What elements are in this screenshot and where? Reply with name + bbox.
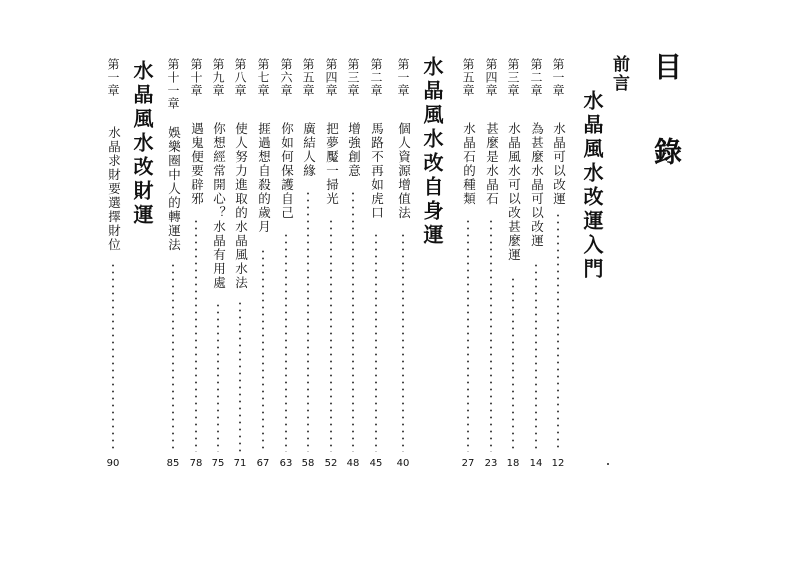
entry-title: 水晶石的種類 bbox=[461, 122, 477, 206]
entry-title: 娛樂圈中人的轉運法 bbox=[166, 126, 182, 252]
entry-title: 個人資源增值法 bbox=[396, 122, 412, 220]
entry-title: 甚麼是水晶石 bbox=[484, 122, 500, 206]
chapter-label: 第六章 bbox=[279, 58, 293, 97]
entry-title: 為甚麼水晶可以改運 bbox=[529, 122, 545, 248]
leader-dots bbox=[285, 232, 287, 452]
page-title: 目 錄 bbox=[650, 52, 683, 177]
chapter-label: 第二章 bbox=[369, 58, 383, 97]
chapter-label: 第七章 bbox=[256, 58, 270, 97]
page-number: 45 bbox=[369, 458, 383, 469]
entry-title: 增強創意 bbox=[346, 122, 362, 178]
leader-dots bbox=[490, 218, 492, 452]
entry-title: 捱過想自殺的歲月 bbox=[256, 122, 272, 234]
chapter-label: 第五章 bbox=[301, 58, 315, 97]
chapter-label: 第一章 bbox=[551, 58, 565, 97]
chapter-label: 第四章 bbox=[484, 58, 498, 97]
chapter-label: 第三章 bbox=[346, 58, 360, 97]
entry-title: 使人努力進取的水晶風水法 bbox=[233, 122, 249, 290]
page-number: 75 bbox=[211, 458, 225, 469]
page-number: 52 bbox=[324, 458, 338, 469]
entry-title: 水晶可以改運 bbox=[551, 122, 567, 206]
entry-title: 水晶風水可以改甚麼運 bbox=[506, 122, 522, 262]
page-number: 78 bbox=[189, 458, 203, 469]
part1-heading: 水晶風水改運入門 bbox=[580, 90, 604, 282]
page-number: 48 bbox=[346, 458, 360, 469]
leader-dots bbox=[217, 302, 219, 452]
page-number: 90 bbox=[106, 458, 120, 469]
chapter-label: 第一章 bbox=[106, 58, 120, 97]
leader-dots bbox=[307, 190, 309, 452]
entry-title: 遇鬼便要辟邪 bbox=[189, 122, 205, 206]
leader-dots bbox=[262, 248, 264, 452]
page-number: 12 bbox=[551, 458, 565, 469]
entry-title: 水晶求財要選擇財位 bbox=[106, 126, 122, 252]
chapter-label: 第十一章 bbox=[166, 58, 180, 110]
chapter-label: 第四章 bbox=[324, 58, 338, 97]
chapter-label: 第二章 bbox=[529, 58, 543, 97]
page-number: 40 bbox=[396, 458, 410, 469]
chapter-label: 第十章 bbox=[189, 58, 203, 97]
leader-dots bbox=[375, 232, 377, 452]
page-number: 85 bbox=[166, 458, 180, 469]
leader-dots bbox=[239, 300, 241, 452]
page-number: 58 bbox=[301, 458, 315, 469]
preface-heading: 前言 bbox=[609, 55, 629, 93]
leader-dots bbox=[512, 276, 514, 452]
chapter-label: 第八章 bbox=[233, 58, 247, 97]
part2-heading: 水晶風水改自身運 bbox=[420, 56, 444, 248]
leader-dots bbox=[557, 212, 559, 452]
page-number: 23 bbox=[484, 458, 498, 469]
leader-dots bbox=[402, 232, 404, 452]
entry-title: 把夢魘一掃光 bbox=[324, 122, 340, 206]
chapter-label: 第三章 bbox=[506, 58, 520, 97]
chapter-label: 第五章 bbox=[461, 58, 475, 97]
page-number: 67 bbox=[256, 458, 270, 469]
part3-heading: 水晶風水改財運 bbox=[130, 60, 154, 228]
chapter-label: 第九章 bbox=[211, 58, 225, 97]
page-number: 71 bbox=[233, 458, 247, 469]
entry-title: 廣結人緣 bbox=[301, 122, 317, 178]
leader-dots bbox=[330, 218, 332, 452]
chapter-label: 第一章 bbox=[396, 58, 410, 97]
page-number: 18 bbox=[506, 458, 520, 469]
page-number: 14 bbox=[529, 458, 543, 469]
leader-dots bbox=[535, 262, 537, 452]
entry-title: 馬路不再如虎口 bbox=[369, 122, 385, 220]
leader-dots bbox=[467, 218, 469, 452]
leader-dots bbox=[352, 190, 354, 452]
entry-title: 你想經常開心？水晶有用處 bbox=[211, 122, 227, 290]
leader-dots bbox=[195, 218, 197, 452]
leader-dots bbox=[172, 262, 174, 452]
entry-title: 你如何保護自己 bbox=[279, 122, 295, 220]
leader-dots bbox=[112, 262, 114, 452]
page-number: 27 bbox=[461, 458, 475, 469]
print-speck bbox=[607, 463, 609, 465]
page-number: 63 bbox=[279, 458, 293, 469]
